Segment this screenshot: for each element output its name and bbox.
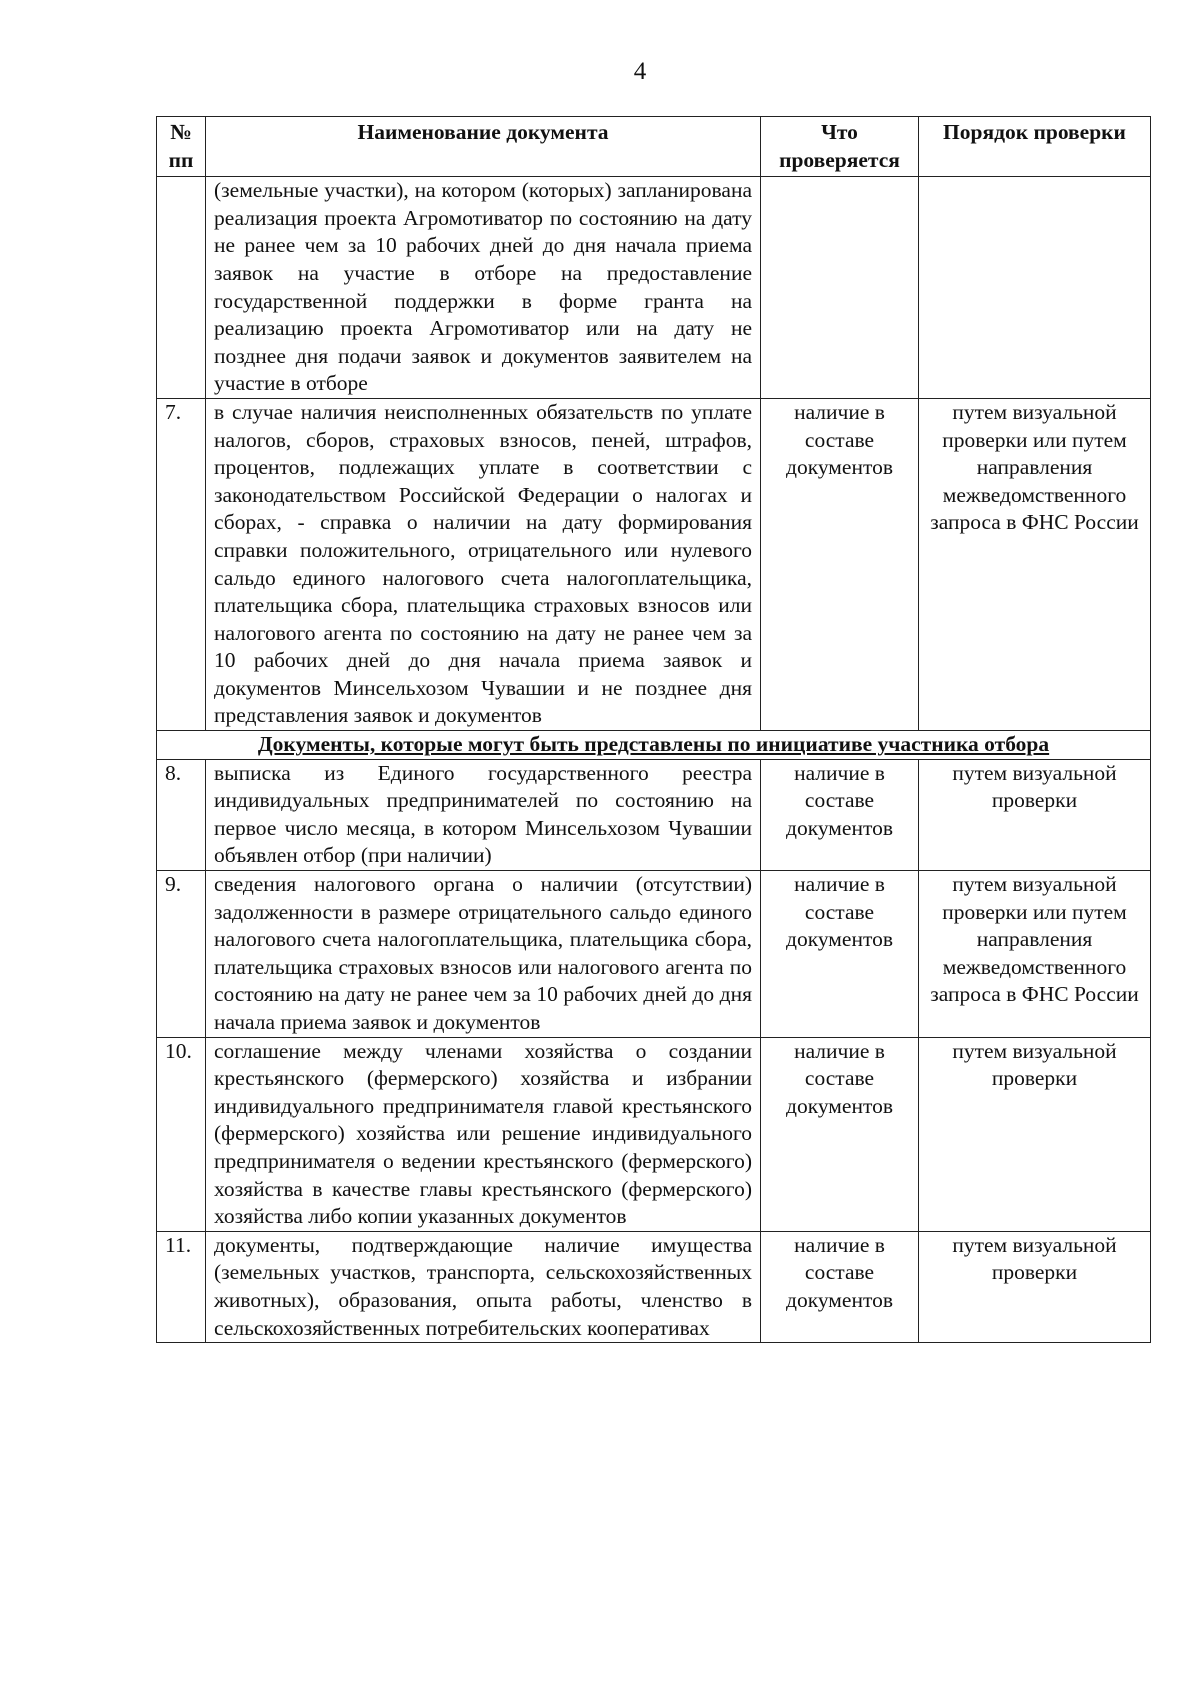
row-what-empty: [761, 177, 919, 399]
table-section: [157, 731, 1151, 760]
row-what-checked: наличие в составе документов: [761, 759, 919, 870]
row-check-procedure: путем визуальной проверки: [919, 1037, 1151, 1231]
header-document-name: Наименование документа: [206, 117, 761, 177]
table-body-main: [157, 177, 1151, 731]
row-what-checked: наличие в составе документов: [761, 871, 919, 1038]
header-number-line1: №: [170, 120, 192, 144]
row-what-checked: наличие в составе документов: [761, 1037, 919, 1231]
row-number: 10.: [157, 1037, 206, 1231]
header-what-checked: [761, 117, 919, 177]
page-number: 4: [633, 58, 647, 85]
row-how-empty: [919, 177, 1151, 399]
section-title: Документы, которые могут быть представлены по инициативе участника отбора: [157, 731, 1151, 760]
row-number-empty: [157, 177, 206, 399]
table-row: [157, 1231, 1151, 1342]
row-document-name: (земельные участки), на котором (которых) запланирована реализация проекта Агромотиватор по состоянию на дату не ранее чем за 10 рабочих дней до дня начала приема заявок на участие в отборе на предоставление государственной поддержки в форме гранта на реализацию проекта Агромотиватор или на дату не позднее дня подачи заявок и документов заявителем на участие в отборе: [206, 177, 761, 399]
header-number-line2: пп: [168, 147, 194, 172]
table-header-row: [157, 117, 1151, 177]
row-number: 11.: [157, 1231, 206, 1342]
header-what-line2: проверяется: [779, 147, 900, 172]
header-what-line1: Что: [821, 120, 858, 144]
row-number: 8.: [157, 759, 206, 870]
row-number: 9.: [157, 871, 206, 1038]
row-what-checked: наличие в составе документов: [761, 398, 919, 730]
table-row: [157, 1037, 1151, 1231]
header-check-procedure: Порядок проверки: [919, 117, 1151, 177]
table-row: [157, 871, 1151, 1038]
section-row: [157, 731, 1151, 760]
table-body-optional: [157, 759, 1151, 1342]
row-document-name: сведения налогового органа о наличии (отсутствии) задолженности в размере отрицательного сальдо единого налогового счета налогоплательщика, плательщика сбора, плательщика страховых взносов или налогового агента по состоянию на дату не ранее чем за 10 рабочих дней до дня начала приема заявок и документов: [206, 871, 761, 1038]
row-check-procedure: путем визуальной проверки: [919, 1231, 1151, 1342]
row-what-checked: наличие в составе документов: [761, 1231, 919, 1342]
table-row: [157, 759, 1151, 870]
table-row-continuation: [157, 177, 1151, 399]
row-check-procedure: путем визуальной проверки: [919, 759, 1151, 870]
row-document-name: документы, подтверждающие наличие имущества (земельных участков, транспорта, сельскохозяйственных животных), образования, опыта работы, членство в сельскохозяйственных потребительских кооперативах: [206, 1231, 761, 1342]
header-number: [157, 117, 206, 177]
row-number: 7.: [157, 398, 206, 730]
row-check-procedure: путем визуальной проверки или путем направления межведомственного запроса в ФНС России: [919, 398, 1151, 730]
row-document-name: в случае наличия неисполненных обязательств по уплате налогов, сборов, страховых взносов, пеней, штрафов, процентов, подлежащих уплате в соответствии с законодательством Российской Федерации о налогах и сборах, - справка о наличии на дату формирования справки положительного, отрицательного или нулевого сальдо единого налогового счета налогоплательщика, плательщика сбора, плательщика страховых взносов или налогового агента по состоянию на дату не ранее чем за 10 рабочих дней до дня начала приема заявок и документов Минсельхозом Чувашии и не позднее дня представления заявок и документов: [206, 398, 761, 730]
row-check-procedure: путем визуальной проверки или путем направления межведомственного запроса в ФНС России: [919, 871, 1151, 1038]
table-row: [157, 398, 1151, 730]
row-document-name: соглашение между членами хозяйства о создании крестьянского (фермерского) хозяйства и избрании индивидуального предпринимателя главой крестьянского (фермерского) хозяйства или решение индивидуального предпринимателя о ведении крестьянского (фермерского) хозяйства в качестве главы крестьянского (фермерского) хозяйства либо копии указанных документов: [206, 1037, 761, 1231]
document-table: [156, 116, 1151, 1343]
row-document-name: выписка из Единого государственного реестра индивидуальных предпринимателей по состоянию на первое число месяца, в котором Минсельхозом Чувашии объявлен отбор (при наличии): [206, 759, 761, 870]
